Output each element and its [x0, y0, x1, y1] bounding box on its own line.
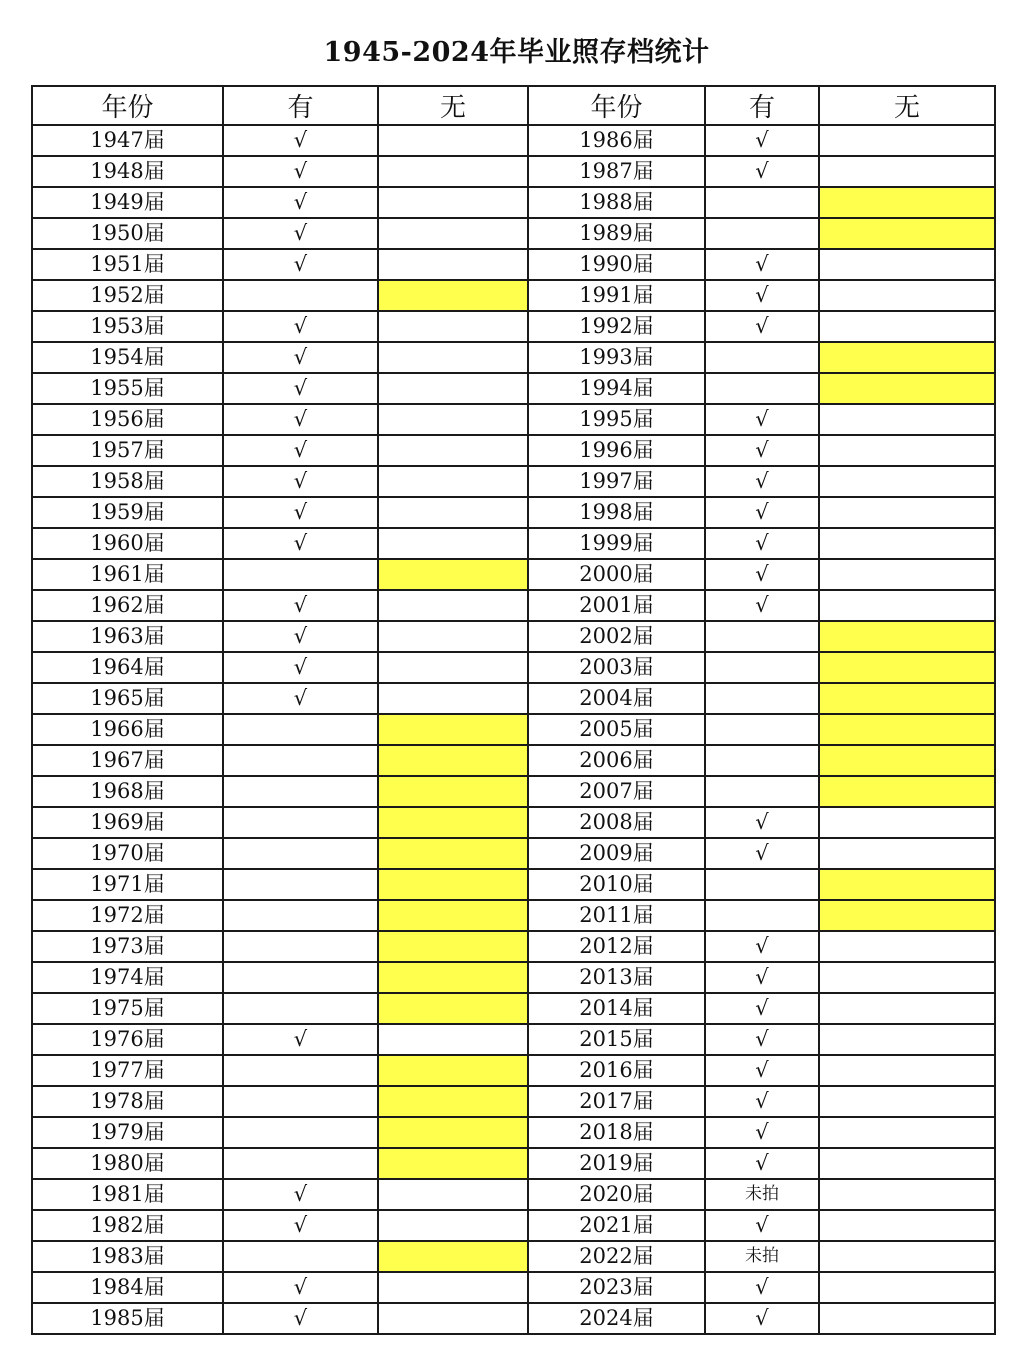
- none-cell-right: [819, 311, 995, 342]
- have-cell-left: [223, 1086, 378, 1117]
- header-have-right: 有: [705, 86, 819, 125]
- have-cell-right: [705, 621, 819, 652]
- table-row: [32, 342, 995, 373]
- none-cell-highlighted-right: [819, 187, 995, 218]
- year-cell-left: 1958届: [32, 466, 223, 497]
- table-row: [32, 528, 995, 559]
- have-cell-right: √: [705, 280, 819, 311]
- have-cell-left: √: [223, 1024, 378, 1055]
- none-cell-highlighted-right: [819, 373, 995, 404]
- none-cell-highlighted-left: [378, 776, 528, 807]
- have-cell-right: √: [705, 590, 819, 621]
- table-row: [32, 838, 995, 869]
- none-cell-right: [819, 807, 995, 838]
- none-cell-right: [819, 404, 995, 435]
- have-cell-right: √: [705, 497, 819, 528]
- none-cell-highlighted-left: [378, 807, 528, 838]
- table-row: [32, 652, 995, 683]
- table-row: [32, 807, 995, 838]
- none-cell-left: [378, 466, 528, 497]
- have-cell-right: √: [705, 1086, 819, 1117]
- year-cell-left: 1964届: [32, 652, 223, 683]
- table-row: [32, 218, 995, 249]
- year-cell-right: 2006届: [528, 745, 705, 776]
- none-cell-highlighted-right: [819, 621, 995, 652]
- have-cell-left: [223, 1117, 378, 1148]
- year-cell-right: 2024届: [528, 1303, 705, 1334]
- year-cell-left: 1981届: [32, 1179, 223, 1210]
- none-cell-left: [378, 621, 528, 652]
- have-cell-right: √: [705, 1272, 819, 1303]
- none-cell-right: [819, 280, 995, 311]
- none-cell-right: [819, 1179, 995, 1210]
- none-cell-left: [378, 497, 528, 528]
- table-row: [32, 993, 995, 1024]
- none-cell-highlighted-left: [378, 280, 528, 311]
- none-cell-right: [819, 590, 995, 621]
- year-cell-left: 1973届: [32, 931, 223, 962]
- none-cell-highlighted-left: [378, 838, 528, 869]
- year-cell-left: 1960届: [32, 528, 223, 559]
- table-row: [32, 1272, 995, 1303]
- none-cell-highlighted-left: [378, 1148, 528, 1179]
- none-cell-right: [819, 559, 995, 590]
- year-cell-left: 1949届: [32, 187, 223, 218]
- have-cell-right: [705, 652, 819, 683]
- none-cell-left: [378, 125, 528, 156]
- have-cell-right: [705, 218, 819, 249]
- have-cell-right: [705, 900, 819, 931]
- none-cell-left: [378, 683, 528, 714]
- table-row: [32, 1210, 995, 1241]
- year-cell-right: 2001届: [528, 590, 705, 621]
- year-cell-right: 2005届: [528, 714, 705, 745]
- have-cell-left: √: [223, 1210, 378, 1241]
- year-cell-left: 1983届: [32, 1241, 223, 1272]
- year-cell-right: 1998届: [528, 497, 705, 528]
- have-cell-right: [705, 683, 819, 714]
- year-cell-right: 2010届: [528, 869, 705, 900]
- none-cell-highlighted-right: [819, 218, 995, 249]
- none-cell-highlighted-right: [819, 342, 995, 373]
- year-cell-left: 1950届: [32, 218, 223, 249]
- table-row: [32, 621, 995, 652]
- none-cell-right: [819, 156, 995, 187]
- year-cell-right: 2002届: [528, 621, 705, 652]
- none-cell-highlighted-left: [378, 869, 528, 900]
- have-cell-left: [223, 869, 378, 900]
- have-cell-right: [705, 776, 819, 807]
- have-cell-left: √: [223, 373, 378, 404]
- none-cell-right: [819, 1055, 995, 1086]
- year-cell-left: 1963届: [32, 621, 223, 652]
- none-cell-right: [819, 1210, 995, 1241]
- table-row: [32, 466, 995, 497]
- year-cell-right: 1997届: [528, 466, 705, 497]
- have-cell-right: √: [705, 1303, 819, 1334]
- year-cell-right: 1990届: [528, 249, 705, 280]
- none-cell-highlighted-left: [378, 931, 528, 962]
- year-cell-right: 2014届: [528, 993, 705, 1024]
- header-row: [32, 86, 995, 125]
- none-cell-left: [378, 528, 528, 559]
- have-cell-left: [223, 993, 378, 1024]
- none-cell-left: [378, 373, 528, 404]
- none-cell-left: [378, 1210, 528, 1241]
- year-cell-left: 1975届: [32, 993, 223, 1024]
- year-cell-left: 1969届: [32, 807, 223, 838]
- year-cell-left: 1967届: [32, 745, 223, 776]
- year-cell-right: 1988届: [528, 187, 705, 218]
- table-row: [32, 1179, 995, 1210]
- none-cell-highlighted-right: [819, 869, 995, 900]
- year-cell-left: 1984届: [32, 1272, 223, 1303]
- none-cell-left: [378, 187, 528, 218]
- none-cell-left: [378, 1024, 528, 1055]
- none-cell-right: [819, 528, 995, 559]
- table-row: [32, 435, 995, 466]
- none-cell-highlighted-left: [378, 559, 528, 590]
- year-cell-left: 1953届: [32, 311, 223, 342]
- none-cell-highlighted-left: [378, 1241, 528, 1272]
- have-cell-left: √: [223, 621, 378, 652]
- none-cell-right: [819, 1272, 995, 1303]
- have-cell-right: 未拍: [705, 1241, 819, 1272]
- have-cell-right: [705, 373, 819, 404]
- none-cell-right: [819, 497, 995, 528]
- header-year-left: 年份: [32, 86, 223, 125]
- have-cell-left: √: [223, 1303, 378, 1334]
- year-cell-left: 1957届: [32, 435, 223, 466]
- have-cell-right: [705, 714, 819, 745]
- table-row: [32, 900, 995, 931]
- none-cell-right: [819, 838, 995, 869]
- year-cell-left: 1972届: [32, 900, 223, 931]
- have-cell-right: 未拍: [705, 1179, 819, 1210]
- year-cell-right: 2013届: [528, 962, 705, 993]
- none-cell-highlighted-left: [378, 714, 528, 745]
- none-cell-highlighted-left: [378, 1117, 528, 1148]
- table-row: [32, 1303, 995, 1334]
- year-cell-left: 1982届: [32, 1210, 223, 1241]
- year-cell-right: 1996届: [528, 435, 705, 466]
- year-cell-right: 2003届: [528, 652, 705, 683]
- have-cell-left: √: [223, 528, 378, 559]
- year-cell-left: 1971届: [32, 869, 223, 900]
- have-cell-right: √: [705, 528, 819, 559]
- header-have-left: 有: [223, 86, 378, 125]
- have-cell-left: [223, 900, 378, 931]
- none-cell-right: [819, 931, 995, 962]
- have-cell-right: [705, 745, 819, 776]
- have-cell-right: √: [705, 404, 819, 435]
- year-cell-left: 1965届: [32, 683, 223, 714]
- have-cell-right: √: [705, 838, 819, 869]
- have-cell-left: √: [223, 652, 378, 683]
- have-cell-left: [223, 559, 378, 590]
- year-cell-left: 1980届: [32, 1148, 223, 1179]
- none-cell-highlighted-right: [819, 745, 995, 776]
- table-row: [32, 1024, 995, 1055]
- table-row: [32, 125, 995, 156]
- none-cell-right: [819, 962, 995, 993]
- table-row: [32, 280, 995, 311]
- header-none-right: 无: [819, 86, 995, 125]
- none-cell-highlighted-left: [378, 1086, 528, 1117]
- none-cell-left: [378, 342, 528, 373]
- year-cell-left: 1947届: [32, 125, 223, 156]
- none-cell-right: [819, 1024, 995, 1055]
- year-cell-right: 2018届: [528, 1117, 705, 1148]
- year-cell-right: 2017届: [528, 1086, 705, 1117]
- have-cell-right: √: [705, 156, 819, 187]
- table-row: [32, 931, 995, 962]
- year-cell-right: 2004届: [528, 683, 705, 714]
- table-row: [32, 869, 995, 900]
- have-cell-left: [223, 962, 378, 993]
- year-cell-right: 2015届: [528, 1024, 705, 1055]
- none-cell-highlighted-right: [819, 652, 995, 683]
- table-row: [32, 1055, 995, 1086]
- have-cell-left: [223, 714, 378, 745]
- have-cell-left: √: [223, 590, 378, 621]
- none-cell-highlighted-right: [819, 900, 995, 931]
- have-cell-left: [223, 1241, 378, 1272]
- table-row: [32, 187, 995, 218]
- header-year-right: 年份: [528, 86, 705, 125]
- table-row: [32, 776, 995, 807]
- none-cell-highlighted-left: [378, 993, 528, 1024]
- have-cell-left: √: [223, 218, 378, 249]
- none-cell-highlighted-right: [819, 683, 995, 714]
- have-cell-right: √: [705, 1055, 819, 1086]
- have-cell-left: √: [223, 125, 378, 156]
- table-row: [32, 1241, 995, 1272]
- none-cell-left: [378, 311, 528, 342]
- table-row: [32, 373, 995, 404]
- table-row: [32, 1086, 995, 1117]
- have-cell-left: √: [223, 497, 378, 528]
- have-cell-left: [223, 745, 378, 776]
- year-cell-right: 1995届: [528, 404, 705, 435]
- year-cell-right: 2011届: [528, 900, 705, 931]
- year-cell-left: 1956届: [32, 404, 223, 435]
- none-cell-left: [378, 218, 528, 249]
- year-cell-left: 1974届: [32, 962, 223, 993]
- none-cell-right: [819, 1241, 995, 1272]
- year-cell-right: 2016届: [528, 1055, 705, 1086]
- table-row: [32, 156, 995, 187]
- have-cell-right: [705, 342, 819, 373]
- have-cell-right: √: [705, 466, 819, 497]
- year-cell-left: 1951届: [32, 249, 223, 280]
- year-cell-left: 1954届: [32, 342, 223, 373]
- have-cell-right: [705, 187, 819, 218]
- year-cell-right: 2007届: [528, 776, 705, 807]
- year-cell-right: 2008届: [528, 807, 705, 838]
- have-cell-right: √: [705, 1117, 819, 1148]
- table-row: [32, 683, 995, 714]
- year-cell-left: 1977届: [32, 1055, 223, 1086]
- none-cell-right: [819, 249, 995, 280]
- year-cell-left: 1961届: [32, 559, 223, 590]
- none-cell-left: [378, 404, 528, 435]
- have-cell-right: √: [705, 993, 819, 1024]
- table-row: [32, 559, 995, 590]
- none-cell-highlighted-right: [819, 714, 995, 745]
- year-cell-left: 1985届: [32, 1303, 223, 1334]
- none-cell-highlighted-left: [378, 900, 528, 931]
- none-cell-right: [819, 466, 995, 497]
- year-cell-right: 2000届: [528, 559, 705, 590]
- year-cell-right: 2021届: [528, 1210, 705, 1241]
- year-cell-left: 1962届: [32, 590, 223, 621]
- have-cell-left: √: [223, 156, 378, 187]
- year-cell-left: 1948届: [32, 156, 223, 187]
- table-row: [32, 745, 995, 776]
- have-cell-right: √: [705, 311, 819, 342]
- have-cell-right: √: [705, 962, 819, 993]
- have-cell-left: √: [223, 466, 378, 497]
- year-cell-right: 1993届: [528, 342, 705, 373]
- year-cell-left: 1959届: [32, 497, 223, 528]
- table-row: [32, 590, 995, 621]
- have-cell-left: √: [223, 404, 378, 435]
- table-row: [32, 962, 995, 993]
- have-cell-right: √: [705, 807, 819, 838]
- year-cell-right: 2009届: [528, 838, 705, 869]
- table-body: [32, 125, 995, 1334]
- have-cell-right: √: [705, 435, 819, 466]
- year-cell-left: 1978届: [32, 1086, 223, 1117]
- page-title: 1945-2024年毕业照存档统计: [323, 37, 710, 68]
- year-cell-right: 1999届: [528, 528, 705, 559]
- year-cell-left: 1966届: [32, 714, 223, 745]
- have-cell-left: √: [223, 187, 378, 218]
- table-row: [32, 1148, 995, 1179]
- have-cell-left: √: [223, 1272, 378, 1303]
- year-cell-right: 1987届: [528, 156, 705, 187]
- year-cell-left: 1976届: [32, 1024, 223, 1055]
- have-cell-left: [223, 776, 378, 807]
- none-cell-right: [819, 993, 995, 1024]
- none-cell-right: [819, 125, 995, 156]
- have-cell-right: √: [705, 559, 819, 590]
- year-cell-right: 1989届: [528, 218, 705, 249]
- year-cell-right: 1994届: [528, 373, 705, 404]
- table-row: [32, 249, 995, 280]
- have-cell-left: √: [223, 311, 378, 342]
- year-cell-right: 2019届: [528, 1148, 705, 1179]
- none-cell-highlighted-right: [819, 776, 995, 807]
- year-cell-right: 1986届: [528, 125, 705, 156]
- have-cell-right: √: [705, 1210, 819, 1241]
- table-row: [32, 714, 995, 745]
- none-cell-right: [819, 1086, 995, 1117]
- none-cell-right: [819, 1303, 995, 1334]
- none-cell-highlighted-left: [378, 962, 528, 993]
- table-row: [32, 311, 995, 342]
- year-cell-right: 1991届: [528, 280, 705, 311]
- none-cell-left: [378, 156, 528, 187]
- have-cell-left: √: [223, 249, 378, 280]
- have-cell-right: √: [705, 1148, 819, 1179]
- have-cell-left: √: [223, 1179, 378, 1210]
- have-cell-left: [223, 1148, 378, 1179]
- have-cell-left: √: [223, 342, 378, 373]
- have-cell-right: √: [705, 931, 819, 962]
- have-cell-right: √: [705, 249, 819, 280]
- header-none-left: 无: [378, 86, 528, 125]
- none-cell-left: [378, 652, 528, 683]
- none-cell-left: [378, 1303, 528, 1334]
- have-cell-right: √: [705, 1024, 819, 1055]
- have-cell-right: √: [705, 125, 819, 156]
- none-cell-right: [819, 435, 995, 466]
- none-cell-left: [378, 1179, 528, 1210]
- have-cell-left: [223, 931, 378, 962]
- have-cell-left: [223, 280, 378, 311]
- table-row: [32, 497, 995, 528]
- table-row: [32, 404, 995, 435]
- none-cell-right: [819, 1148, 995, 1179]
- year-cell-right: 2023届: [528, 1272, 705, 1303]
- have-cell-left: [223, 807, 378, 838]
- none-cell-highlighted-left: [378, 1055, 528, 1086]
- year-cell-left: 1970届: [32, 838, 223, 869]
- year-cell-left: 1979届: [32, 1117, 223, 1148]
- none-cell-left: [378, 249, 528, 280]
- table-row: [32, 1117, 995, 1148]
- year-cell-left: 1955届: [32, 373, 223, 404]
- have-cell-left: √: [223, 435, 378, 466]
- have-cell-right: [705, 869, 819, 900]
- year-cell-right: 1992届: [528, 311, 705, 342]
- have-cell-left: [223, 838, 378, 869]
- none-cell-right: [819, 1117, 995, 1148]
- year-cell-right: 2020届: [528, 1179, 705, 1210]
- year-cell-left: 1952届: [32, 280, 223, 311]
- have-cell-left: [223, 1055, 378, 1086]
- year-cell-right: 2022届: [528, 1241, 705, 1272]
- none-cell-left: [378, 590, 528, 621]
- year-cell-left: 1968届: [32, 776, 223, 807]
- year-cell-right: 2012届: [528, 931, 705, 962]
- none-cell-highlighted-left: [378, 745, 528, 776]
- have-cell-left: √: [223, 683, 378, 714]
- none-cell-left: [378, 435, 528, 466]
- none-cell-left: [378, 1272, 528, 1303]
- archive-table: [31, 85, 996, 1335]
